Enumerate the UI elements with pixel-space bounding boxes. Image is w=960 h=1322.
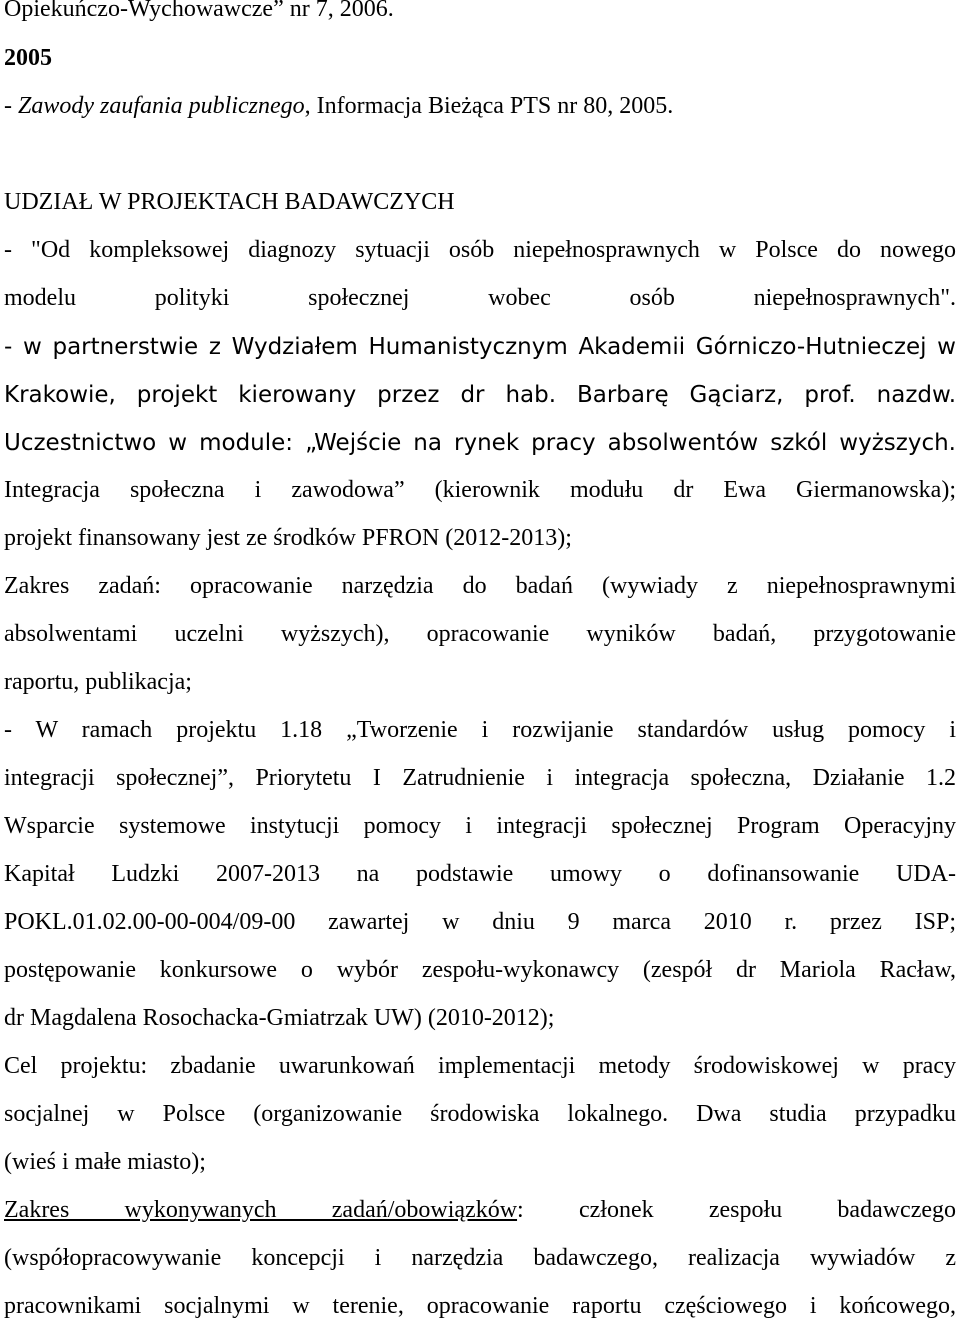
duties-rest: : członek zespołu badawczego	[517, 1197, 956, 1223]
text-line-13: absolwentami uczelni wyższych), opracowanie wyników badań, przygotowanie	[4, 621, 956, 647]
text-line-15: - W ramach projektu 1.18 „Tworzenie i rozwijanie standardów usług pomocy i	[4, 717, 956, 743]
text-line-9: Uczestnictwo w module: „Wejście na rynek pracy absolwentów szkól wyższych.	[4, 430, 956, 456]
text-line-27: pracownikami socjalnymi w terenie, opracowanie raportu częściowego i końcowego,	[4, 1293, 956, 1319]
text-line-publication	[4, 91, 956, 121]
text-line-14: raportu, publikacja;	[4, 669, 192, 695]
section-heading: UDZIAŁ W PROJEKTACH BADAWCZYCH	[4, 189, 455, 215]
text-line-21: dr Magdalena Rosochacka-Gmiatrzak UW) (2010-2012);	[4, 1005, 555, 1031]
publication-title: Zawody zaufania publicznego	[18, 93, 305, 119]
text-line-19: POKL.01.02.00-00-004/09-00 zawartej w dniu 9 marca 2010 r. przez ISP;	[4, 909, 956, 935]
year-heading-2005: 2005	[4, 45, 52, 71]
dash: -	[4, 93, 18, 119]
duties-label: Zakres wykonywanych zadań/obowiązków	[4, 1197, 518, 1223]
text-line-25	[4, 1195, 956, 1225]
text-line-23: socjalnej w Polsce (organizowanie środowiska lokalnego. Dwa studia przypadku	[4, 1101, 956, 1127]
text-line-10: Integracja społeczna i zawodowa” (kierownik modułu dr Ewa Giermanowska);	[4, 477, 956, 503]
text-line-26: (współopracowywanie koncepcji i narzędzia badawczego, realizacja wywiadów z	[4, 1245, 956, 1271]
text-line-6: modelu polityki społecznej wobec osób niepełnosprawnych".	[4, 285, 956, 311]
text-line-8: Krakowie, projekt kierowany przez dr hab. Barbarę Gąciarz, prof. nazdw.	[4, 382, 956, 408]
text-line-20: postępowanie konkursowe o wybór zespołu-wykonawcy (zespół dr Mariola Racław,	[4, 957, 956, 983]
text-line-22: Cel projektu: zbadanie uwarunkowań implementacji metody środowiskowej w pracy	[4, 1053, 956, 1079]
text-line-24: (wieś i małe miasto);	[4, 1149, 206, 1175]
text-line-16: integracji społecznej”, Priorytetu I Zatrudnienie i integracja społeczna, Działanie 1.2	[4, 765, 956, 791]
publication-rest: , Informacja Bieżąca PTS nr 80, 2005.	[304, 93, 674, 119]
text-line-12: Zakres zadań: opracowanie narzędzia do badań (wywiady z niepełnosprawnymi	[4, 573, 956, 599]
text-line-7: - w partnerstwie z Wydziałem Humanistycznym Akademii Górniczo-Hutnieczej w	[4, 334, 956, 360]
text-line-11: projekt finansowany jest ze środków PFRON (2012-2013);	[4, 525, 572, 551]
text-line-5: - "Od kompleksowej diagnozy sytuacji osób niepełnosprawnych w Polsce do nowego	[4, 237, 956, 263]
text-line-18: Kapitał Ludzki 2007-2013 na podstawie umowy o dofinansowanie UDA-	[4, 861, 956, 887]
text-line-17: Wsparcie systemowe instytucji pomocy i integracji społecznej Program Operacyjny	[4, 813, 956, 839]
text-line-1: Opiekuńczo-Wychowawcze” nr 7, 2006.	[4, 0, 394, 22]
